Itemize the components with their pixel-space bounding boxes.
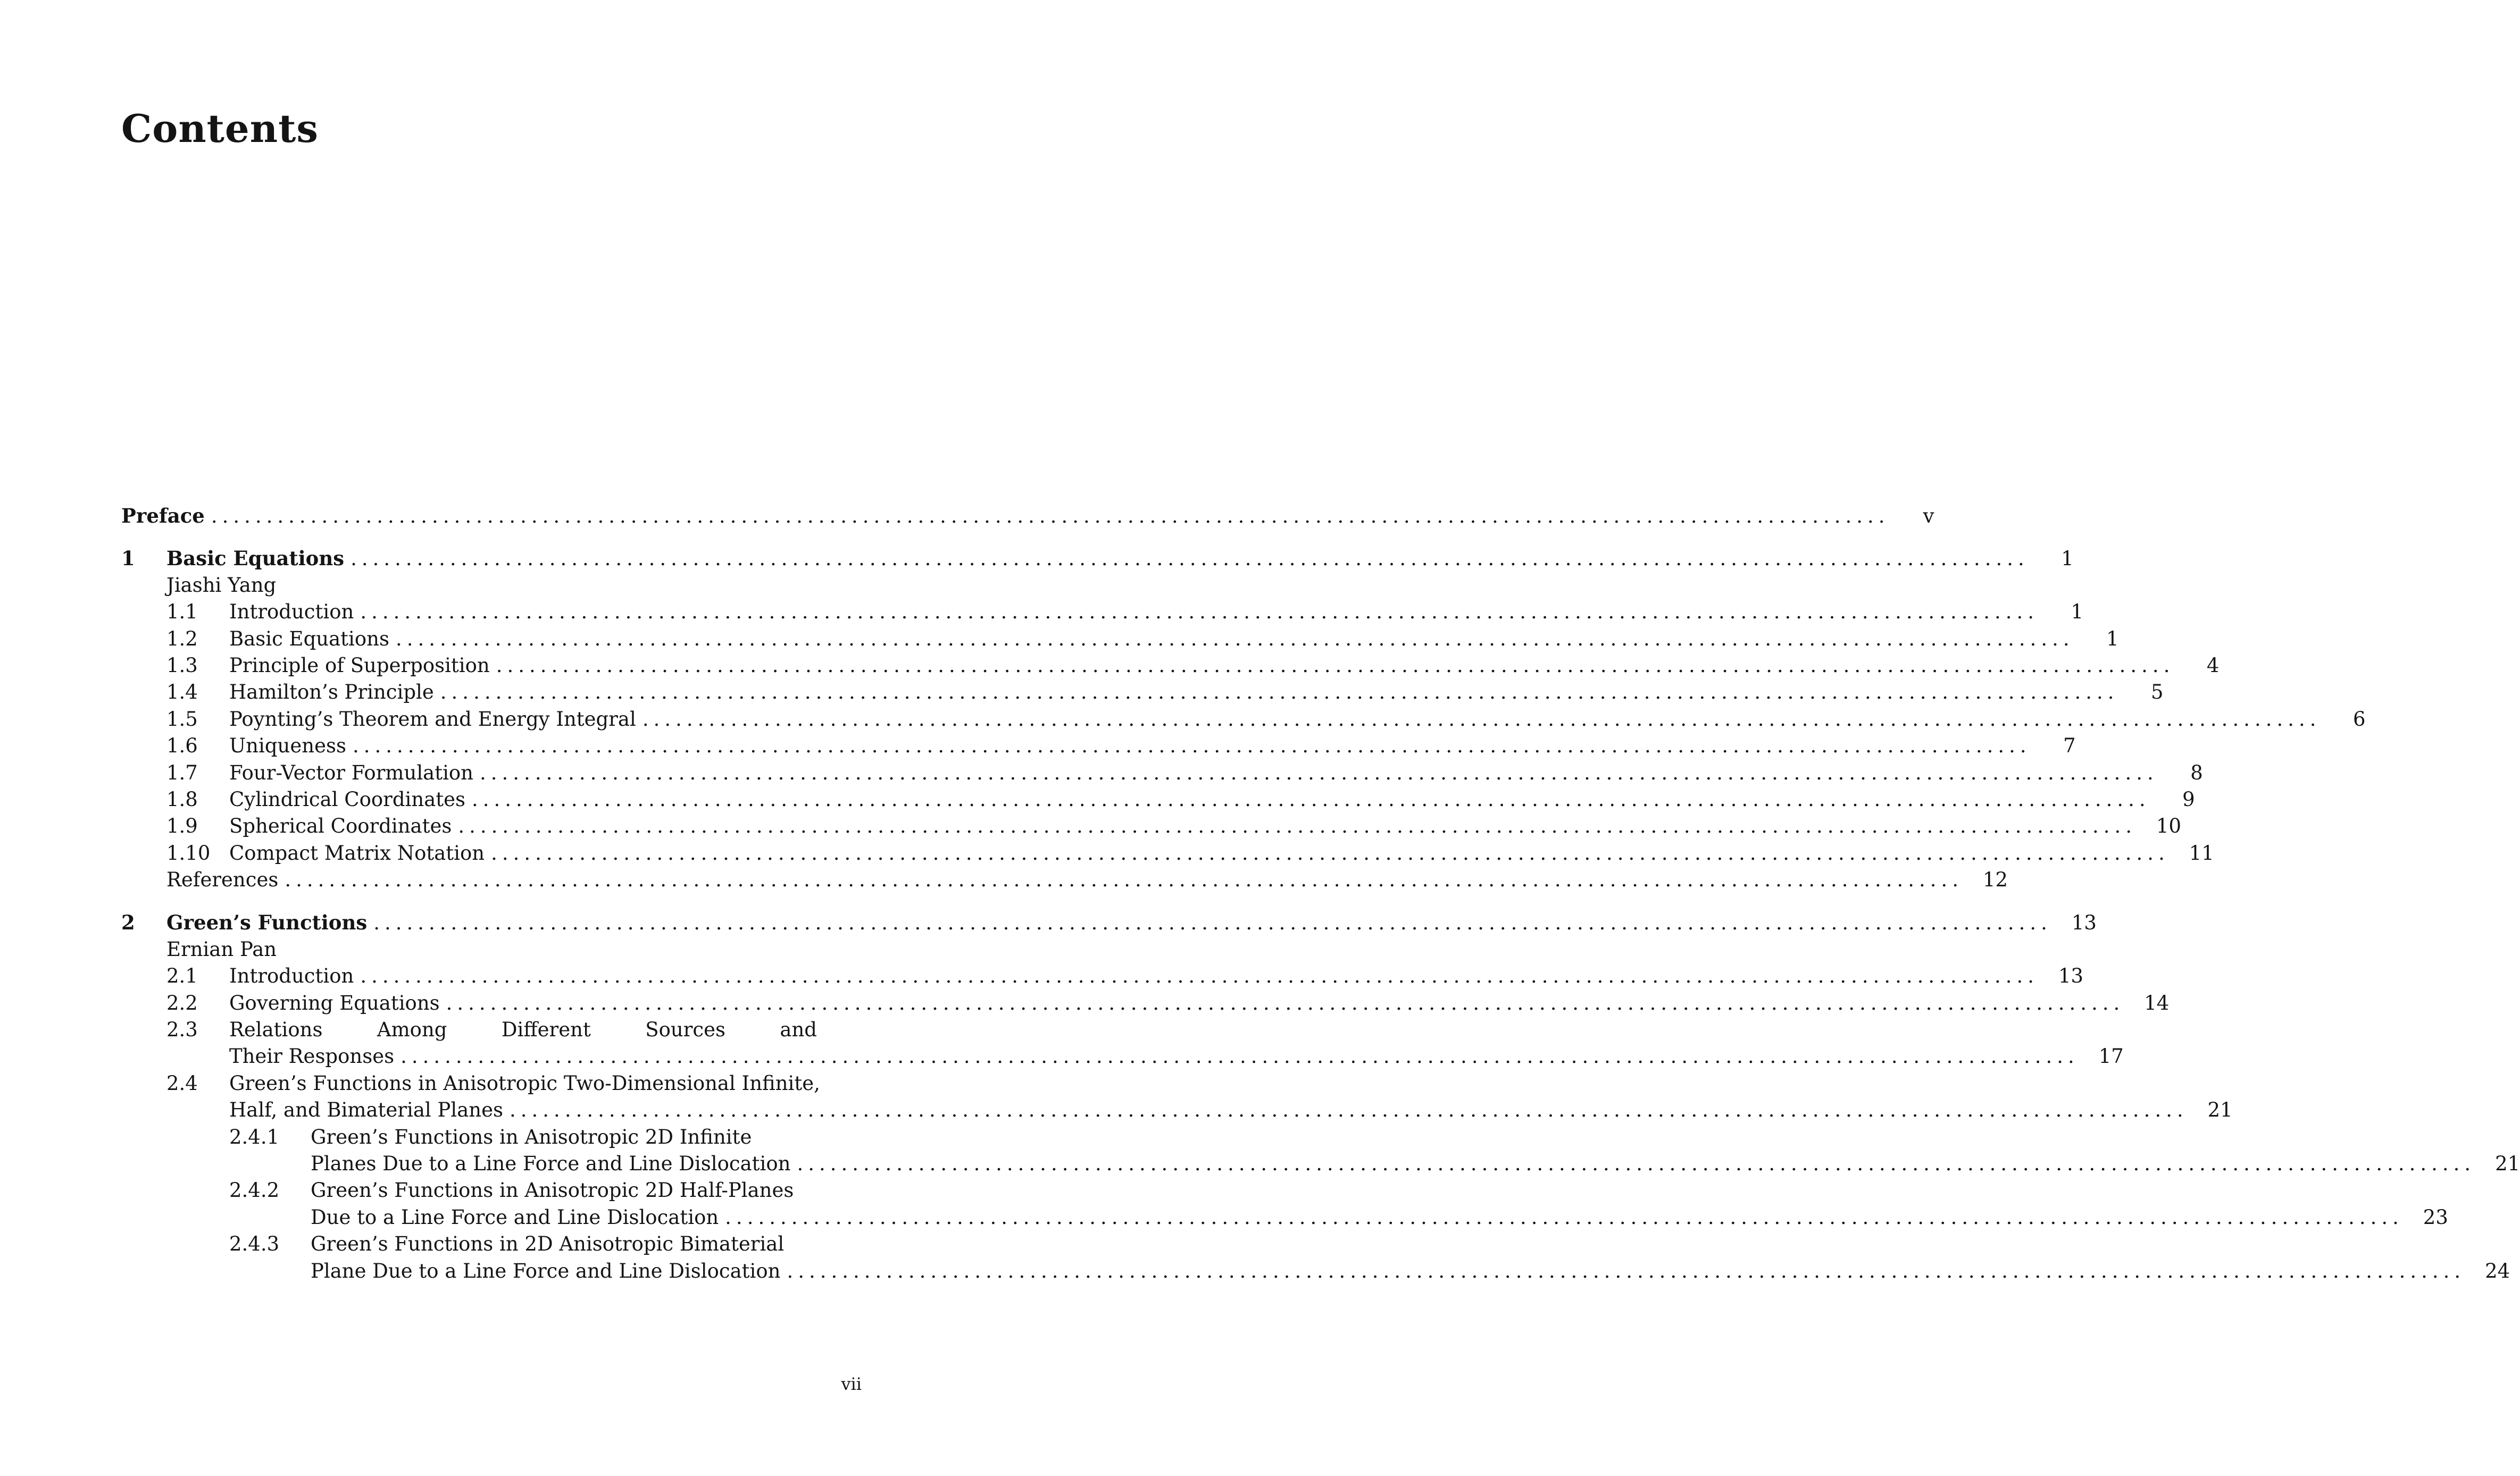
section-number: 1.9 — [166, 815, 198, 838]
author-name: Ernian Pan — [166, 937, 277, 961]
toc-entry-section[interactable] — [121, 760, 2203, 786]
toc-entry-title: Preface — [121, 504, 205, 527]
section-title: Cylindrical Coordinates — [229, 787, 465, 811]
dot-leader: ........................................................................................................................................................ — [480, 761, 2158, 784]
chapter-author — [121, 936, 862, 963]
section-number: 1.6 — [166, 734, 198, 758]
dot-leader: ........................................................................................................................................................ — [395, 627, 2074, 650]
subsection-number: 2.4.2 — [229, 1179, 280, 1202]
toc-page-number: 13 — [2058, 965, 2084, 988]
chapter-author — [121, 572, 862, 599]
toc-entry-references[interactable] — [121, 867, 2008, 893]
toc-page-number: 17 — [2098, 1045, 2124, 1068]
toc-entry-preface[interactable] — [121, 502, 1934, 529]
section-number: 1.1 — [166, 600, 198, 624]
section-title: Introduction — [229, 965, 354, 988]
toc-page-number: 6 — [2353, 707, 2366, 731]
section-number: 2.3 — [166, 1018, 198, 1042]
toc-entry-section-continuation[interactable] — [121, 1097, 2233, 1123]
chapter-number: 1 — [121, 547, 135, 571]
section-title: Compact Matrix Notation — [229, 841, 485, 865]
toc-page-number: 24 — [2485, 1259, 2510, 1282]
toc-entry-section[interactable] — [121, 813, 2182, 840]
toc-page-number: 21 — [2495, 1152, 2520, 1175]
subsection-title-line-1: Green’s Functions in 2D Anisotropic Bimaterial — [311, 1232, 785, 1256]
toc-page-number: 1 — [2071, 600, 2084, 624]
toc-entry-section[interactable] — [121, 990, 2169, 1017]
dot-leader: ........................................................................................................................................................ — [360, 600, 2039, 624]
dot-leader: ........................................................................................................................................................ — [285, 868, 1964, 892]
section-title: Spherical Coordinates — [229, 815, 452, 838]
dot-leader: ........................................................................................................................................................ — [797, 1152, 2476, 1175]
dot-leader: ........................................................................................................................................................ — [642, 707, 2321, 731]
section-number: 2.2 — [166, 991, 198, 1014]
section-title: Introduction — [229, 600, 354, 624]
toc-page-number: 10 — [2156, 815, 2182, 838]
section-number: 1.2 — [166, 627, 198, 650]
section-number: 1.8 — [166, 787, 198, 811]
toc-page-number: 4 — [2206, 653, 2219, 677]
dot-leader: ........................................................................................................................................................ — [351, 547, 2029, 571]
toc-entry-section[interactable] — [121, 733, 2076, 759]
toc-page-number: 1 — [2106, 627, 2119, 650]
toc-entry-subsection-continuation[interactable] — [121, 1258, 2510, 1285]
dot-leader: ........................................................................................................................................................ — [352, 734, 2031, 758]
toc-entry-subsection[interactable] — [121, 1231, 862, 1257]
page-folio: vii — [841, 1374, 862, 1394]
toc-entry-section-continuation[interactable] — [121, 1043, 2124, 1070]
subsection-number: 2.4.3 — [229, 1232, 280, 1256]
section-number: 1.10 — [166, 841, 211, 865]
toc-page-number: 11 — [2189, 841, 2214, 865]
dot-leader: ........................................................................................................................................................ — [440, 681, 2119, 704]
dot-leader: ........................................................................................................................................................ — [787, 1259, 2466, 1282]
section-number: 1.7 — [166, 761, 198, 784]
page-title: Contents — [121, 106, 319, 151]
toc-entry-section[interactable] — [121, 963, 2084, 989]
section-number: 1.3 — [166, 653, 198, 677]
dot-leader: ........................................................................................................................................................ — [496, 653, 2175, 677]
toc-page-number: v — [1923, 505, 1934, 527]
toc-entry-subsection[interactable] — [121, 1177, 862, 1204]
toc-page-number: 13 — [2071, 911, 2097, 935]
toc-page-number: 1 — [2061, 547, 2074, 571]
toc-entry-section[interactable] — [121, 706, 2366, 733]
dot-leader: ........................................................................................................................................................ — [360, 965, 2039, 988]
subsection-title-line-2: Plane Due to a Line Force and Line Dislocation — [311, 1259, 781, 1282]
subsection-title-line-2: Due to a Line Force and Line Dislocation — [311, 1205, 719, 1229]
subsection-number: 2.4.1 — [229, 1125, 280, 1148]
chapter-title: Green’s Functions — [166, 911, 368, 935]
toc-entry-section[interactable] — [121, 786, 2195, 813]
dot-leader: ........................................................................................................................................................ — [211, 505, 1890, 527]
toc-entry-subsection[interactable] — [121, 1124, 862, 1151]
section-title: Poynting’s Theorem and Energy Integral — [229, 707, 636, 731]
section-number: 1.5 — [166, 707, 198, 731]
toc-entry-section[interactable] — [121, 1070, 862, 1097]
section-title: Hamilton’s Principle — [229, 681, 434, 704]
toc-entry-section[interactable] — [121, 1017, 862, 1043]
section-title-line-1: Green’s Functions in Anisotropic Two-Dimensional Infinite, — [229, 1071, 820, 1095]
author-name: Jiashi Yang — [166, 573, 277, 597]
section-title: Principle of Superposition — [229, 653, 490, 677]
dot-leader: ........................................................................................................................................................ — [725, 1205, 2404, 1229]
section-title: Basic Equations — [229, 627, 389, 650]
toc-page-number: 21 — [2207, 1098, 2233, 1122]
subsection-title-line-1: Green’s Functions in Anisotropic 2D Infinite — [311, 1125, 752, 1148]
title-word: Among — [377, 1018, 447, 1042]
toc-page-number: 12 — [1983, 868, 2008, 892]
toc-entry-section[interactable] — [121, 679, 2164, 706]
toc-entry-chapter-1[interactable] — [121, 545, 2074, 572]
toc-page-number: 14 — [2144, 991, 2169, 1014]
toc-page-number: 9 — [2182, 787, 2195, 811]
dot-leader: ........................................................................................................................................................ — [446, 991, 2125, 1014]
toc-entry-section[interactable] — [121, 626, 2119, 652]
toc-page-number: 7 — [2063, 734, 2076, 758]
section-title: Uniqueness — [229, 734, 346, 758]
references-title: References — [166, 868, 279, 892]
toc-entry-section[interactable] — [121, 599, 2084, 625]
dot-leader: ........................................................................................................................................................ — [510, 1098, 2188, 1122]
toc-entry-section[interactable] — [121, 652, 2219, 679]
chapter-title: Basic Equations — [166, 547, 345, 571]
title-word: Relations — [229, 1018, 323, 1042]
table-of-contents — [121, 502, 2520, 1285]
section-title-line-1 — [229, 1017, 862, 1043]
dot-leader: ........................................................................................................................................................ — [400, 1045, 2079, 1068]
dot-leader: ........................................................................................................................................................ — [472, 787, 2150, 811]
dot-leader: ........................................................................................................................................................ — [491, 841, 2169, 865]
toc-entry-chapter-2[interactable] — [121, 909, 2097, 936]
title-word: Sources — [645, 1018, 725, 1042]
title-word: and — [780, 1018, 817, 1042]
toc-page-number: 5 — [2150, 681, 2164, 704]
toc-page-number: 8 — [2190, 761, 2203, 784]
chapter-number: 2 — [121, 911, 135, 935]
section-number: 2.1 — [166, 965, 198, 988]
subsection-title-line-2: Planes Due to a Line Force and Line Dislocation — [311, 1152, 791, 1175]
section-number: 1.4 — [166, 681, 198, 704]
section-title-line-2: Half, and Bimaterial Planes — [229, 1098, 504, 1122]
section-title: Governing Equations — [229, 991, 440, 1014]
toc-entry-section[interactable] — [121, 840, 2214, 867]
toc-entry-subsection-continuation[interactable] — [121, 1151, 2520, 1177]
toc-page-number: 23 — [2423, 1205, 2448, 1229]
dot-leader: ........................................................................................................................................................ — [458, 815, 2137, 838]
section-number: 2.4 — [166, 1071, 198, 1095]
dot-leader: ........................................................................................................................................................ — [373, 911, 2052, 935]
section-title-line-2: Their Responses — [229, 1045, 395, 1068]
section-title: Four-Vector Formulation — [229, 761, 474, 784]
toc-entry-subsection-continuation[interactable] — [121, 1204, 2448, 1231]
title-word: Different — [501, 1018, 591, 1042]
subsection-title-line-1: Green’s Functions in Anisotropic 2D Half-Planes — [311, 1179, 794, 1202]
